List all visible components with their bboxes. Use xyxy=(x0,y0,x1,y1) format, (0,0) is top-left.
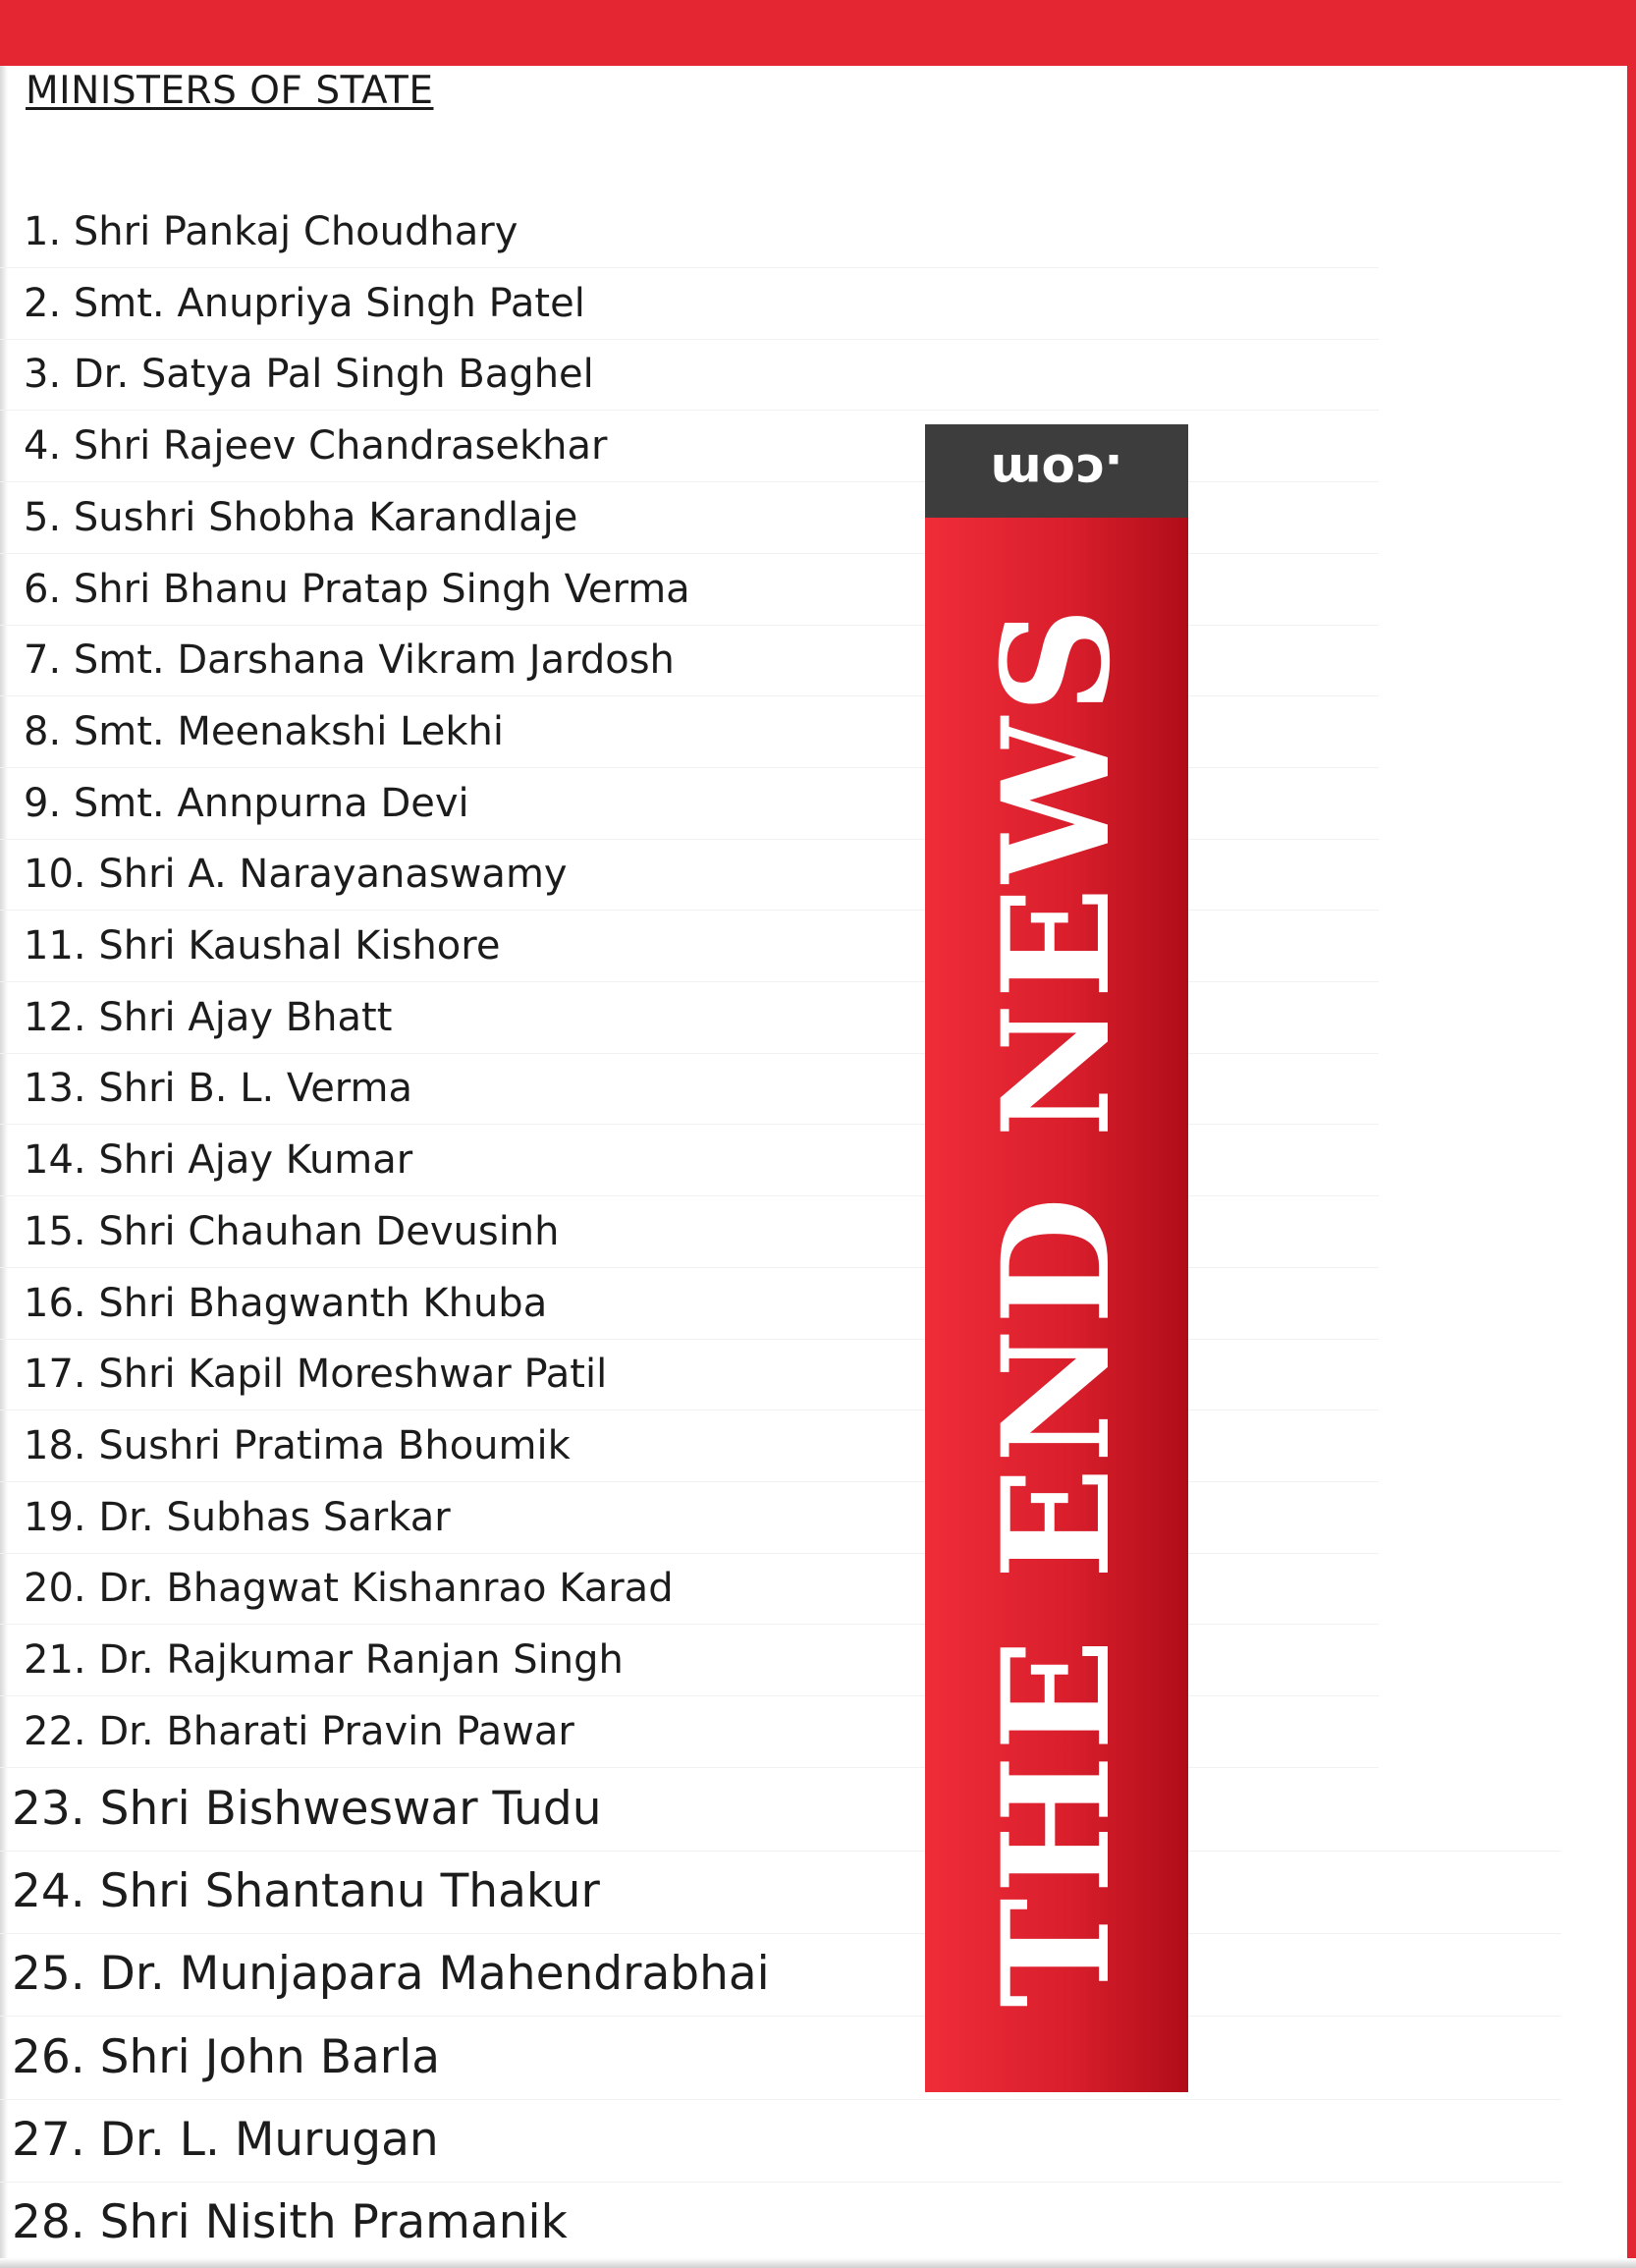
minister-item: 5. Sushri Shobha Karandlaje xyxy=(0,482,1379,554)
minister-item: 25. Dr. Munjapara Mahendrabhai xyxy=(0,1933,1561,2017)
minister-item: 13. Shri B. L. Verma xyxy=(0,1053,1379,1125)
minister-item: 20. Dr. Bhagwat Kishanrao Karad xyxy=(0,1553,1379,1625)
minister-item: 27. Dr. L. Murugan xyxy=(0,2099,1561,2183)
minister-item: 6. Shri Bhanu Pratap Singh Verma xyxy=(0,554,1379,626)
minister-item: 26. Shri John Barla xyxy=(0,2017,1561,2100)
minister-item: 8. Smt. Meenakshi Lekhi xyxy=(0,696,1379,768)
minister-item: 12. Shri Ajay Bhatt xyxy=(0,982,1379,1054)
bottom-shadow-edge xyxy=(0,2258,1636,2268)
minister-item: 11. Shri Kaushal Kishore xyxy=(0,911,1379,982)
minister-item: 1. Shri Pankaj Choudhary xyxy=(0,196,1379,268)
minister-item: 18. Sushri Pratima Bhoumik xyxy=(0,1411,1379,1482)
minister-item: 19. Dr. Subhas Sarkar xyxy=(0,1482,1379,1554)
top-frame-bar xyxy=(0,0,1636,66)
right-frame-border xyxy=(1627,0,1636,2268)
minister-item: 14. Shri Ajay Kumar xyxy=(0,1125,1379,1196)
page-title: MINISTERS OF STATE xyxy=(26,69,434,113)
minister-item: 10. Shri A. Narayanaswamy xyxy=(0,839,1379,911)
minister-item: 3. Dr. Satya Pal Singh Baghel xyxy=(0,339,1379,411)
minister-item: 17. Shri Kapil Moreshwar Patil xyxy=(0,1339,1379,1411)
watermark-domain-box xyxy=(925,424,1188,518)
minister-item: 24. Shri Shantanu Thakur xyxy=(0,1851,1561,1934)
minister-item: 2. Smt. Anupriya Singh Patel xyxy=(0,268,1379,340)
watermark-logo xyxy=(925,518,1188,2092)
watermark-name: THE END NEWS xyxy=(970,602,1143,2008)
minister-item: 9. Smt. Annpurna Devi xyxy=(0,768,1379,840)
minister-item: 4. Shri Rajeev Chandrasekhar xyxy=(0,411,1379,482)
watermark-banner xyxy=(925,424,1188,2092)
minister-item: 22. Dr. Bharati Pravin Pawar xyxy=(0,1696,1379,1768)
minister-item: 7. Smt. Darshana Vikram Jardosh xyxy=(0,625,1379,696)
minister-item: 15. Shri Chauhan Devusinh xyxy=(0,1196,1379,1268)
watermark-domain: .com xyxy=(990,442,1123,500)
minister-item: 21. Dr. Rajkumar Ranjan Singh xyxy=(0,1625,1379,1696)
minister-item: 16. Shri Bhagwanth Khuba xyxy=(0,1268,1379,1340)
minister-item: 28. Shri Nisith Pramanik xyxy=(0,2182,1561,2265)
minister-item: 23. Shri Bishweswar Tudu xyxy=(0,1768,1561,1852)
